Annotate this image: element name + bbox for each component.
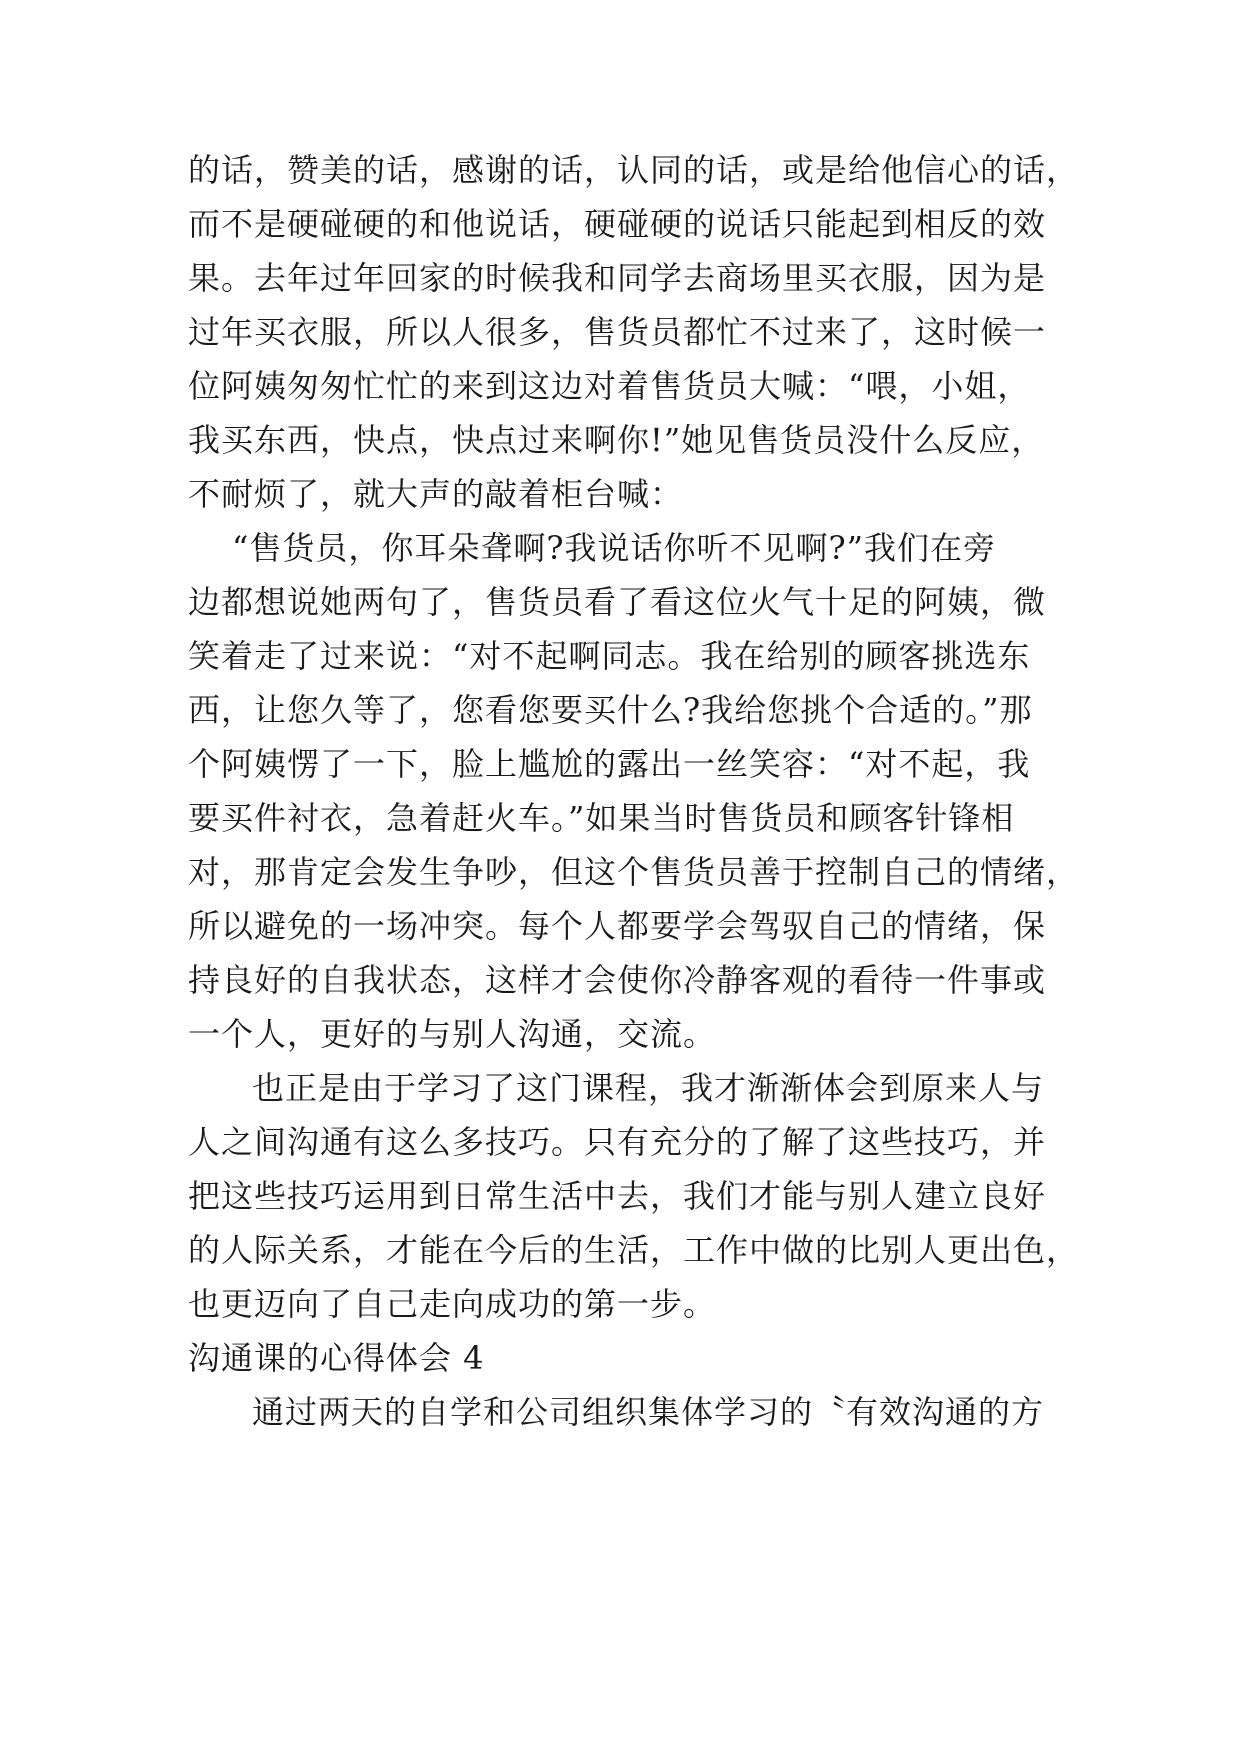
text-line: 不耐烦了，就大声的敲着柜台喊： bbox=[188, 475, 684, 513]
text-line: 的话，赞美的话，感谢的话，认同的话，或是给他信心的话， bbox=[188, 151, 1080, 189]
text-line: 也更迈向了自己走向成功的第一步。 bbox=[188, 1285, 717, 1323]
text-line: 我买东西，快点，快点过来啊你!”她见售货员没什么反应， bbox=[188, 421, 1045, 459]
text-line: 一个人，更好的与别人沟通，交流。 bbox=[188, 1015, 717, 1053]
text-line: 个阿姨愣了一下，脸上尴尬的露出一丝笑容：“对不起，我 bbox=[188, 745, 1031, 783]
text-line: 西，让您久等了，您看您要买什么?我给您挑个合适的。”那 bbox=[188, 691, 1033, 729]
text-line: 把这些技巧运用到日常生活中去，我们才能与别人建立良好 bbox=[188, 1177, 1047, 1215]
section-heading: 沟通课的心得体会 4 bbox=[188, 1339, 485, 1377]
text-line: 要买件衬衣，急着赶火车。”如果当时售货员和顾客针锋相 bbox=[188, 799, 1015, 837]
text-line: 果。去年过年回家的时候我和同学去商场里买衣服，因为是 bbox=[188, 259, 1047, 297]
text-line: 对，那肯定会发生争吵，但这个售货员善于控制自己的情绪， bbox=[188, 853, 1080, 891]
text-line: “售货员，你耳朵聋啊?我说话你听不见啊?”我们在旁 bbox=[232, 529, 997, 567]
text-line: 人之间沟通有这么多技巧。只有充分的了解了这些技巧，并 bbox=[188, 1123, 1047, 1161]
text-line: 而不是硬碰硬的和他说话，硬碰硬的说话只能起到相反的效 bbox=[188, 205, 1047, 243]
text-line: 所以避免的一场冲突。每个人都要学会驾驭自己的情绪，保 bbox=[188, 907, 1047, 945]
text-line: 的人际关系，才能在今后的生活，工作中做的比别人更出色， bbox=[188, 1231, 1080, 1269]
text-line: 通过两天的自学和公司组织集体学习的〝有效沟通的方 bbox=[252, 1393, 1045, 1431]
text-line: 过年买衣服，所以人很多，售货员都忙不过来了，这时候一 bbox=[188, 313, 1047, 351]
text-line: 也正是由于学习了这门课程，我才渐渐体会到原来人与 bbox=[252, 1069, 1045, 1107]
text-line: 笑着走了过来说：“对不起啊同志。我在给别的顾客挑选东 bbox=[188, 637, 1031, 675]
text-line: 位阿姨匆匆忙忙的来到这边对着售货员大喊：“喂，小姐， bbox=[188, 367, 1031, 405]
text-line: 持良好的自我状态，这样才会使你冷静客观的看待一件事或 bbox=[188, 961, 1047, 999]
text-line: 边都想说她两句了，售货员看了看这位火气十足的阿姨，微 bbox=[188, 583, 1047, 621]
